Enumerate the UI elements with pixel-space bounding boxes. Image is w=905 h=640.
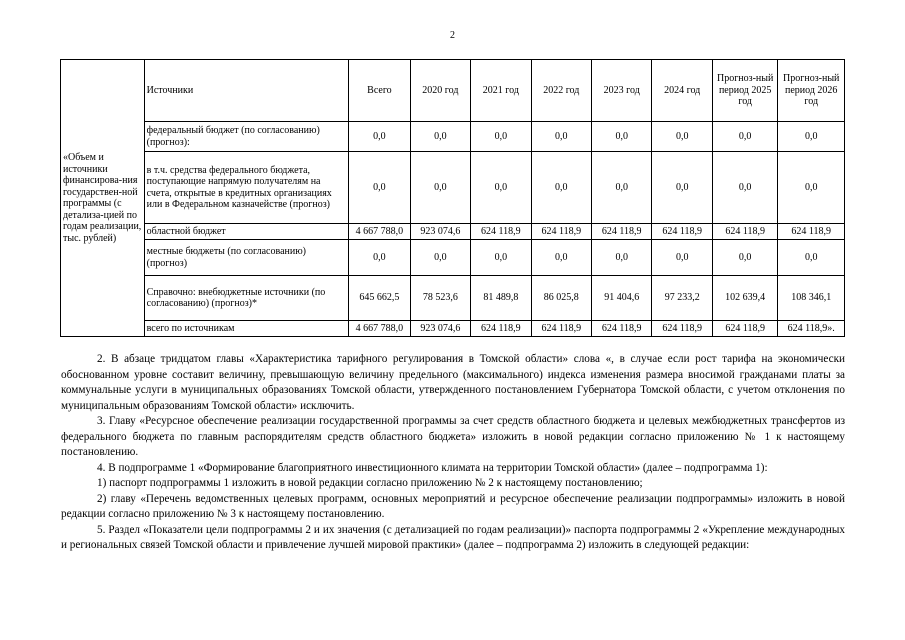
header-2020: 2020 год	[410, 60, 470, 122]
cell-value: 0,0	[531, 152, 591, 224]
cell-value: 624 118,9	[471, 321, 531, 337]
cell-value: 0,0	[410, 152, 470, 224]
cell-value: 0,0	[471, 240, 531, 276]
row-source: Справочно: внебюджетные источники (по согласованию) (прогноз)*	[144, 276, 349, 321]
cell-value: 0,0	[471, 152, 531, 224]
paragraph: 2. В абзаце тридцатом главы «Характеристика тарифного регулирования в Томской области» слова «, в случае если рост тарифа на экономически обоснованном уровне составит величину, превышающую величину предельного (максимального) индекса изменения размера вносимой гражданами платы за коммунальные услуги в муниципальных образованиях Томской области, утвержденного постановлением Губернатора Томской области, с учетом отклонения по муниципальным образованиям Томской области» исключить.	[61, 353, 845, 412]
cell-value: 102 639,4	[712, 276, 778, 321]
row-source: в т.ч. средства федерального бюджета, поступающие напрямую получателям на счета, открытые в кредитных организациях или в Федеральном казначействе (прогноз)	[144, 152, 349, 224]
cell-value: 624 118,9	[652, 224, 712, 240]
cell-value: 624 118,9	[592, 321, 652, 337]
cell-value: 97 233,2	[652, 276, 712, 321]
table-row	[61, 276, 845, 321]
table-row	[61, 152, 845, 224]
document-body	[61, 352, 845, 554]
table-row	[61, 122, 845, 152]
header-2026: Прогноз-ный период 2026 год	[778, 60, 845, 122]
cell-value: 0,0	[531, 122, 591, 152]
paragraph: 3. Главу «Ресурсное обеспечение реализации государственной программы за счет средств областного бюджета и целевых межбюджетных трансфертов из федерального бюджета по главным распорядителям средств областного бюджета» изложить в новой редакции согласно приложению № 1 к настоящему постановлению.	[61, 415, 845, 458]
table-row	[61, 240, 845, 276]
header-2022: 2022 год	[531, 60, 591, 122]
cell-value: 624 118,9	[531, 224, 591, 240]
header-2021: 2021 год	[471, 60, 531, 122]
cell-value: 645 662,5	[349, 276, 410, 321]
cell-value: 624 118,9	[712, 321, 778, 337]
cell-value: 923 074,6	[410, 321, 470, 337]
row-source: областной бюджет	[144, 224, 349, 240]
cell-value: 624 118,9	[471, 224, 531, 240]
row-source: местные бюджеты (по согласованию) (прогноз)	[144, 240, 349, 276]
cell-value: 4 667 788,0	[349, 321, 410, 337]
row-source: всего по источникам	[144, 321, 349, 337]
paragraph: 4. В подпрограмме 1 «Формирование благоприятного инвестиционного климата на территории Томской области» (далее – подпрограмма 1):	[97, 461, 768, 474]
cell-value: 624 118,9	[652, 321, 712, 337]
cell-value: 0,0	[652, 122, 712, 152]
cell-value: 0,0	[712, 240, 778, 276]
cell-value: 0,0	[778, 152, 845, 224]
page-number: 2	[450, 30, 455, 41]
cell-value: 78 523,6	[410, 276, 470, 321]
cell-value: 0,0	[471, 122, 531, 152]
table-row	[61, 224, 845, 240]
paragraph: 2) главу «Перечень ведомственных целевых программ, основных мероприятий и ресурсное обеспечение реализации подпрограммы» изложить в новой редакции согласно приложению № 3 к настоящему постановлению.	[61, 492, 845, 520]
cell-value: 0,0	[592, 122, 652, 152]
cell-value: 0,0	[778, 240, 845, 276]
cell-value: 0,0	[652, 240, 712, 276]
cell-value: 0,0	[349, 122, 410, 152]
header-total: Всего	[349, 60, 410, 122]
cell-value: 0,0	[410, 122, 470, 152]
cell-value: 0,0	[778, 122, 845, 152]
cell-value: 923 074,6	[410, 224, 470, 240]
cell-value: 624 118,9	[531, 321, 591, 337]
cell-value: 624 118,9».	[778, 321, 845, 337]
cell-value: 624 118,9	[712, 224, 778, 240]
cell-value: 0,0	[531, 240, 591, 276]
cell-value: 108 346,1	[778, 276, 845, 321]
table-header-row	[61, 60, 845, 122]
cell-value: 0,0	[592, 240, 652, 276]
cell-value: 91 404,6	[592, 276, 652, 321]
cell-value: 624 118,9	[778, 224, 845, 240]
paragraph: 1) паспорт подпрограммы 1 изложить в новой редакции согласно приложению № 2 к настоящему постановлению;	[97, 477, 643, 489]
header-2025: Прогноз-ный период 2025 год	[712, 60, 778, 122]
header-sources: Источники	[144, 60, 349, 122]
cell-value: 0,0	[652, 152, 712, 224]
cell-value: 86 025,8	[531, 276, 591, 321]
cell-value: 0,0	[410, 240, 470, 276]
cell-value: 0,0	[592, 152, 652, 224]
cell-value: 0,0	[349, 152, 410, 224]
header-2024: 2024 год	[652, 60, 712, 122]
financing-table	[60, 59, 845, 337]
cell-value: 81 489,8	[471, 276, 531, 321]
cell-value: 624 118,9	[592, 224, 652, 240]
paragraph: 5. Раздел «Показатели цели подпрограммы 2 и их значения (с детализацией по годам реализации)» паспорта подпрограммы 2 «Укрепление международных и региональных связей Томской области и привлечение лучшей мировой практики» (далее – подпрограмма 2) изложить в следующей редакции:	[61, 523, 845, 551]
program-label-cell: «Объем и источники финансирова-ния государствен-ной программы (с детализа-цией по годам реализации, тыс. рублей)	[61, 60, 145, 337]
cell-value: 0,0	[712, 152, 778, 224]
row-source: федеральный бюджет (по согласованию) (прогноз):	[144, 122, 349, 152]
table-row	[61, 321, 845, 337]
header-2023: 2023 год	[592, 60, 652, 122]
cell-value: 0,0	[349, 240, 410, 276]
cell-value: 0,0	[712, 122, 778, 152]
cell-value: 4 667 788,0	[349, 224, 410, 240]
